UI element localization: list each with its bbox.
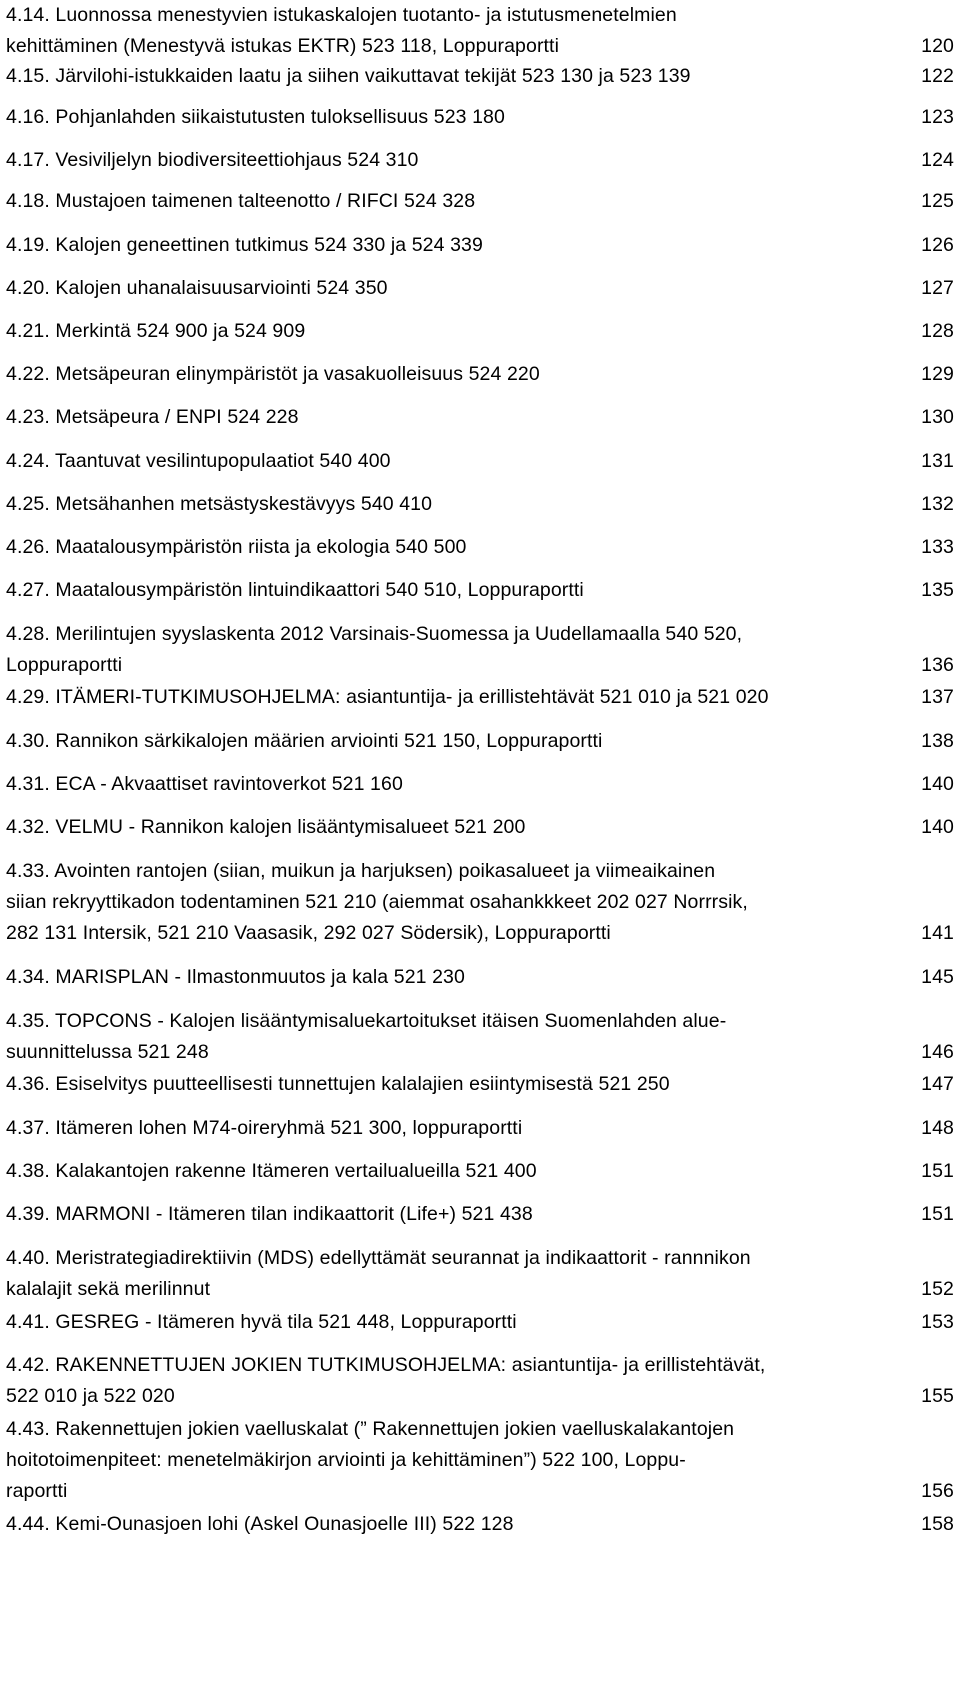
toc-entry-page-number: 156 <box>921 1480 954 1502</box>
toc-entry-page-number: 122 <box>921 65 954 87</box>
toc-entry[interactable] <box>6 359 954 390</box>
toc-entry-title: siian rekryyttikadon todentaminen 521 210 (aiemmat osahankkkeet 202 027 Norrrsik, <box>6 891 748 913</box>
toc-entry-title: 4.35. TOPCONS - Kalojen lisääntymisaluekartoitukset itäisen Suomenlahden alue- <box>6 1010 727 1032</box>
toc-entry[interactable] <box>6 1307 954 1338</box>
toc-entry-page-number: 147 <box>921 1073 954 1095</box>
toc-entry[interactable] <box>6 1509 954 1540</box>
toc-entry-page-number: 158 <box>921 1513 954 1535</box>
toc-entry-title: 4.14. Luonnossa menestyvien istukaskalojen tuotanto- ja istutusmenetelmien <box>6 4 677 26</box>
toc-entry-line <box>6 619 954 650</box>
toc-entry-title: 4.19. Kalojen geneettinen tutkimus 524 330 ja 524 339 <box>6 234 483 256</box>
toc-entry-line <box>6 1006 954 1037</box>
toc-entry[interactable] <box>6 1243 954 1305</box>
toc-entry-line <box>6 1069 954 1100</box>
toc-entry-line <box>6 102 954 133</box>
toc-entry-line <box>6 489 954 520</box>
toc-entry-line <box>6 1037 954 1068</box>
toc-entry[interactable] <box>6 61 954 92</box>
toc-entry-page-number: 128 <box>921 320 954 342</box>
toc-entry-page-number: 145 <box>921 966 954 988</box>
toc-entry[interactable] <box>6 145 954 176</box>
toc-entry-line <box>6 145 954 176</box>
toc-entry-line <box>6 532 954 563</box>
toc-entry-line <box>6 1350 954 1381</box>
toc-entry-line <box>6 812 954 843</box>
toc-entry-title: 4.44. Kemi-Ounasjoen lohi (Askel Ounasjoelle III) 522 128 <box>6 1513 514 1535</box>
toc-entry-line <box>6 575 954 606</box>
toc-entry-page-number: 127 <box>921 277 954 299</box>
toc-entry-title: Loppuraportti <box>6 654 123 676</box>
toc-entry-line <box>6 1156 954 1187</box>
toc-entry-line <box>6 1381 954 1412</box>
toc-entry[interactable] <box>6 186 954 217</box>
toc-entry-page-number: 120 <box>921 35 954 57</box>
toc-entry-title: 4.15. Järvilohi-istukkaiden laatu ja siihen vaikuttavat tekijät 523 130 ja 523 139 <box>6 65 691 87</box>
toc-entry-page-number: 131 <box>921 450 954 472</box>
toc-entry[interactable] <box>6 1006 954 1068</box>
toc-entry-title: 4.32. VELMU - Rannikon kalojen lisääntymisalueet 521 200 <box>6 816 526 838</box>
toc-entry-title: 4.41. GESREG - Itämeren hyvä tila 521 448, Loppuraportti <box>6 1311 517 1333</box>
toc-entry-title: 4.43. Rakennettujen jokien vaelluskalat (” Rakennettujen jokien vaelluskalakantojen <box>6 1418 735 1440</box>
toc-entry-page-number: 146 <box>921 1041 954 1063</box>
toc-entry-page-number: 135 <box>921 579 954 601</box>
toc-entry-line <box>6 682 954 713</box>
toc-entry-line <box>6 1476 954 1507</box>
toc-entry-line <box>6 359 954 390</box>
toc-entry[interactable] <box>6 1414 954 1507</box>
toc-entry-line <box>6 1445 954 1476</box>
toc-entry-title: 4.29. ITÄMERI-TUTKIMUSOHJELMA: asiantuntija- ja erillistehtävät 521 010 ja 521 020 <box>6 686 769 708</box>
toc-entry-page-number: 155 <box>921 1385 954 1407</box>
toc-entry[interactable] <box>6 402 954 433</box>
toc-entry-page-number: 152 <box>921 1278 954 1300</box>
toc-entry-page-number: 141 <box>921 922 954 944</box>
toc-entry-page-number: 136 <box>921 654 954 676</box>
toc-entry-title: 4.30. Rannikon särkikalojen määrien arviointi 521 150, Loppuraportti <box>6 730 603 752</box>
toc-entry[interactable] <box>6 726 954 757</box>
toc-entry-line <box>6 650 954 681</box>
toc-entry-title: 4.27. Maatalousympäristön lintuindikaattori 540 510, Loppuraportti <box>6 579 584 601</box>
toc-entry-page-number: 138 <box>921 730 954 752</box>
toc-entry-title: 4.42. RAKENNETTUJEN JOKIEN TUTKIMUSOHJELMA: asiantuntija- ja erillistehtävät, <box>6 1354 766 1376</box>
toc-entry[interactable] <box>6 446 954 477</box>
toc-entry-title: 4.36. Esiselvitys puutteellisesti tunnettujen kalalajien esiintymisestä 521 250 <box>6 1073 670 1095</box>
toc-entry-line <box>6 1509 954 1540</box>
toc-entry-page-number: 130 <box>921 406 954 428</box>
toc-entry-line <box>6 1274 954 1305</box>
toc-entry-line <box>6 887 954 918</box>
toc-entry-title: 4.40. Meristrategiadirektiivin (MDS) edellyttämät seurannat ja indikaattorit - rannnikon <box>6 1247 751 1269</box>
toc-entry-line <box>6 316 954 347</box>
toc-entry-title: 4.16. Pohjanlahden siikaistutusten tuloksellisuus 523 180 <box>6 106 505 128</box>
toc-entry[interactable] <box>6 619 954 681</box>
toc-entry-title: 4.38. Kalakantojen rakenne Itämeren vertailualueilla 521 400 <box>6 1160 537 1182</box>
toc-entry-line <box>6 918 954 949</box>
toc-entry-title: 4.28. Merilintujen syyslaskenta 2012 Varsinais-Suomessa ja Uudellamaalla 540 520, <box>6 623 743 645</box>
toc-entry-title: 4.33. Avointen rantojen (siian, muikun ja harjuksen) poikasalueet ja viimeaikainen <box>6 860 716 882</box>
toc-entry[interactable] <box>6 273 954 304</box>
toc-entry-title: 4.23. Metsäpeura / ENPI 524 228 <box>6 406 299 428</box>
toc-entry[interactable] <box>6 102 954 133</box>
toc-entry-page-number: 125 <box>921 190 954 212</box>
toc-entry-page-number: 140 <box>921 816 954 838</box>
toc-entry-line <box>6 769 954 800</box>
toc-entry[interactable] <box>6 812 954 843</box>
toc-entry-page-number: 133 <box>921 536 954 558</box>
toc-entry[interactable] <box>6 575 954 606</box>
toc-entry[interactable] <box>6 230 954 261</box>
toc-entry-title: 4.37. Itämeren lohen M74-oireryhmä 521 300, loppuraportti <box>6 1117 523 1139</box>
toc-entry-line <box>6 186 954 217</box>
toc-entry-line <box>6 273 954 304</box>
toc-entry-title: 4.26. Maatalousympäristön riista ja ekologia 540 500 <box>6 536 467 558</box>
toc-entry-title: 4.31. ECA - Akvaattiset ravintoverkot 521 160 <box>6 773 403 795</box>
toc-entry-line <box>6 962 954 993</box>
toc-entry-line <box>6 402 954 433</box>
toc-entry[interactable] <box>6 489 954 520</box>
toc-entry[interactable] <box>6 962 954 993</box>
toc-entry-line <box>6 856 954 887</box>
toc-entry-line <box>6 726 954 757</box>
toc-entry-title: 4.24. Taantuvat vesilintupopulaatiot 540 400 <box>6 450 391 472</box>
toc-entry[interactable] <box>6 1156 954 1187</box>
toc-entry-title: 4.34. MARISPLAN - Ilmastonmuutos ja kala 521 230 <box>6 966 465 988</box>
toc-entry-title: kehittäminen (Menestyvä istukas EKTR) 523 118, Loppuraportti <box>6 35 559 57</box>
toc-entry-title: 4.17. Vesiviljelyn biodiversiteettiohjaus 524 310 <box>6 149 419 171</box>
toc-entry-line <box>6 31 954 62</box>
toc-entry[interactable] <box>6 769 954 800</box>
toc-entry-page-number: 129 <box>921 363 954 385</box>
toc-entry-line <box>6 1243 954 1274</box>
toc-entry-title: 522 010 ja 522 020 <box>6 1385 175 1407</box>
toc-entry-page-number: 151 <box>921 1160 954 1182</box>
toc-entry-line <box>6 0 954 31</box>
toc-entry-title: 4.18. Mustajoen taimenen talteenotto / RIFCI 524 328 <box>6 190 476 212</box>
toc-entry[interactable] <box>6 1199 954 1230</box>
toc-entry-title: 4.39. MARMONI - Itämeren tilan indikaattorit (Life+) 521 438 <box>6 1203 533 1225</box>
toc-entry-title: 4.20. Kalojen uhanalaisuusarviointi 524 350 <box>6 277 388 299</box>
toc-entry-page-number: 137 <box>921 686 954 708</box>
toc-entry[interactable] <box>6 682 954 713</box>
toc-entry-page-number: 123 <box>921 106 954 128</box>
toc-entry-line <box>6 1113 954 1144</box>
toc-entry-page-number: 126 <box>921 234 954 256</box>
toc-entry-line <box>6 230 954 261</box>
toc-entry-line <box>6 446 954 477</box>
toc-entry-title: hoitotoimenpiteet: menetelmäkirjon arviointi ja kehittäminen”) 522 100, Loppu- <box>6 1449 686 1471</box>
toc-entry[interactable] <box>6 0 954 62</box>
toc-entry-title: raportti <box>6 1480 68 1502</box>
toc-entry[interactable] <box>6 856 954 949</box>
toc-entry-line <box>6 1307 954 1338</box>
toc-entry-page-number: 151 <box>921 1203 954 1225</box>
toc-entry-line <box>6 1199 954 1230</box>
toc-entry-page-number: 153 <box>921 1311 954 1333</box>
toc-entry-title: 282 131 Intersik, 521 210 Vaasasik, 292 027 Södersik), Loppuraportti <box>6 922 611 944</box>
toc-entry-title: 4.21. Merkintä 524 900 ja 524 909 <box>6 320 306 342</box>
toc-entry[interactable] <box>6 316 954 347</box>
toc-entry[interactable] <box>6 532 954 563</box>
toc-entry-line <box>6 1414 954 1445</box>
toc-entry[interactable] <box>6 1350 954 1412</box>
toc-entry-page-number: 132 <box>921 493 954 515</box>
toc-entry-title: 4.25. Metsähanhen metsästyskestävyys 540 410 <box>6 493 433 515</box>
toc-entry-title: kalalajit sekä merilinnut <box>6 1278 211 1300</box>
toc-entry-page-number: 140 <box>921 773 954 795</box>
toc-entry-title: suunnittelussa 521 248 <box>6 1041 209 1063</box>
toc-entry-page-number: 124 <box>921 149 954 171</box>
toc-entry-title: 4.22. Metsäpeuran elinympäristöt ja vasakuolleisuus 524 220 <box>6 363 540 385</box>
toc-entry[interactable] <box>6 1113 954 1144</box>
toc-entry[interactable] <box>6 1069 954 1100</box>
toc-entry-page-number: 148 <box>921 1117 954 1139</box>
toc-entry-line <box>6 61 954 92</box>
